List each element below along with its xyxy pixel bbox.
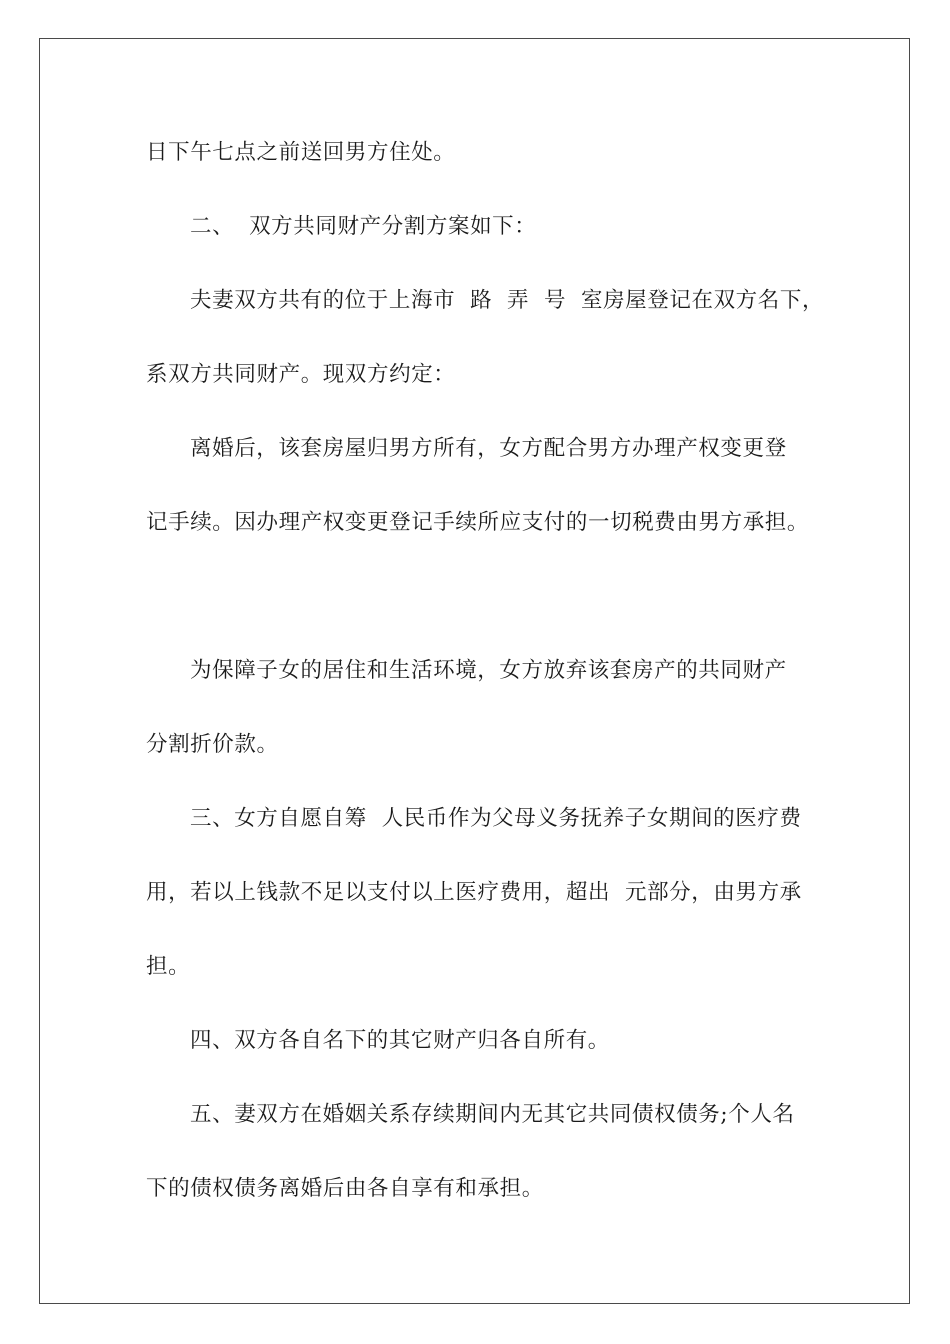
section-heading-2: 二、 双方共同财产分割方案如下： bbox=[190, 214, 537, 239]
section-5-line-1: 五、妻双方在婚姻关系存续期间内无其它共同债权债务;个人名 bbox=[190, 1102, 795, 1127]
section-4-line-1: 四、双方各自名下的其它财产归各自所有。 bbox=[190, 1028, 610, 1053]
text-line-7: 为保障子女的居住和生活环境，女方放弃该套房产的共同财产 bbox=[190, 658, 787, 683]
section-3-line-3: 担。 bbox=[146, 954, 191, 979]
text-line-5: 离婚后，该套房屋归男方所有，女方配合男方办理产权变更登 bbox=[190, 436, 787, 461]
text-line-6: 记手续。因办理产权变更登记手续所应支付的一切税费由男方承担。 bbox=[146, 510, 810, 535]
section-5-line-2: 下的债权债务离婚后由各自享有和承担。 bbox=[146, 1176, 544, 1201]
text-line-1: 日下午七点之前送回男方住处。 bbox=[146, 140, 456, 165]
text-line-3: 夫妻双方共有的位于上海市 路 弄 号 室房屋登记在双方名下， bbox=[190, 288, 825, 313]
section-3-line-2: 用，若以上钱款不足以支付以上医疗费用，超出 元部分，由男方承 bbox=[146, 880, 802, 905]
text-line-8: 分割折价款。 bbox=[146, 732, 279, 757]
text-line-4: 系双方共同财产。现双方约定： bbox=[146, 362, 456, 387]
section-3-line-1: 三、女方自愿自筹 人民币作为父母义务抚养子女期间的医疗费 bbox=[190, 806, 802, 831]
